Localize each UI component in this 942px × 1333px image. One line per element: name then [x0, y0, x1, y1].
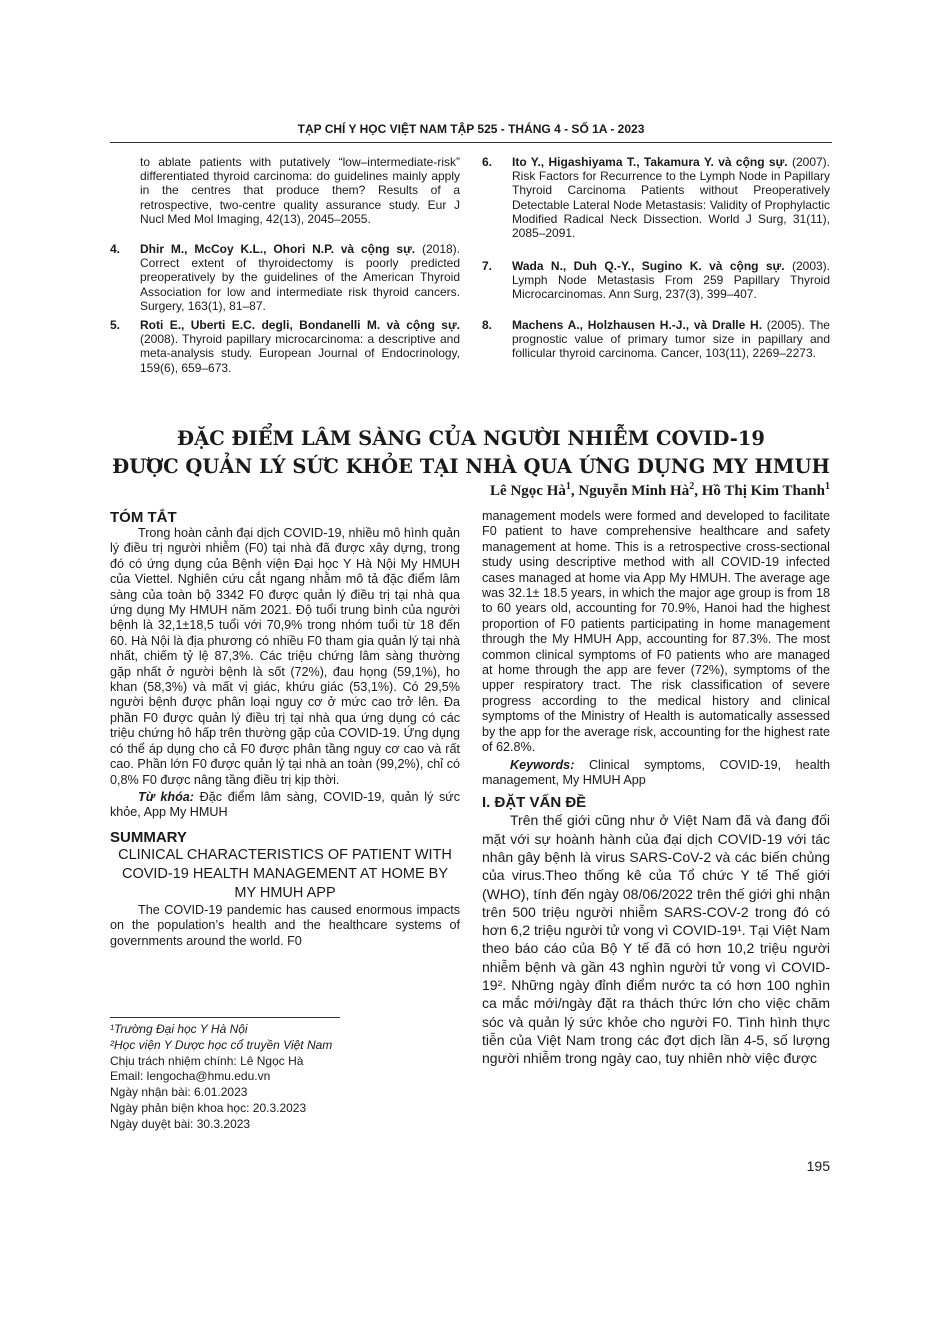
reference-6: 6. Ito Y., Higashiyama T., Takamura Y. và cộng sự. (2007). Risk Factors for Recurrence to the Lymph Node in Papillary Thyroid Carcinoma Patients without Preoperatively Detectable Lateral Node Metastasis: Validity of Prophylactic Modified Radical Neck Dissection. World J Surg, 31(11), 2085–2091.	[482, 155, 830, 241]
summary-text-start: The COVID-19 pandemic has caused enormous impacts on the population’s health and the healthcare systems of governments around the world. F0	[110, 902, 460, 948]
section-heading-intro: I. ĐẶT VẤN ĐỀ	[482, 794, 587, 812]
section-heading-tomtat: TÓM TẮT	[110, 509, 177, 526]
intro-text: Trên thế giới cũng như ở Việt Nam đã và đang đối mặt với sự hoành hành của đại dịch COVID-19 với tác nhân gây bệnh là virus SARS-CoV-2 và các biến chủng của virus.Theo thống kê của Tổ chức Y tế Thế giới (WHO), tính đến ngày 08/06/2022 trên thế giới ghi nhận trên 500 triệu người nhiễm SARS-COV-2 trong đó có hơn 6,2 triệu người tử vong vì COVID-19¹. Tại Việt Nam theo báo cáo của Bộ Y tế đã có hơn 10,2 triệu người nhiễm bệnh và gần 43 nghìn người tử vong vì COVID-19². Những ngày đỉnh điểm nước ta có hơn 100 nghìn ca mắc mới/ngày đặt ra thách thức lớn cho việc chăm sóc và quản lý sức khỏe cho người F0. Tình hình thực tiễn của Việt Nam trong các đợt dịch lần 4-5, số lượng người nhiễm trong ngày cao, tuy nhiên nhờ việc được	[482, 812, 830, 1067]
keywords-vi: Từ khóa: Đặc điểm lâm sàng, COVID-19, quản lý sức khỏe, App My HMUH	[110, 789, 461, 820]
page-number: 195	[806, 1158, 830, 1174]
footnote-divider	[110, 1017, 340, 1018]
summary-text-rest: management models were formed and developed to facilitate F0 patient to have comprehensive healthcare and safety management at home. This is a retrospective cross-sectional study using descriptive method with all COVID-19 infected cases managed at home via App My HMUH. The average age was 32.1± 18.5 years, in which the major age group is from 18 to 60 years old, accounting for 70.9%, Hanoi had the highest proportion of F0 patients participating in home management through the My HMUH App, accounting for 87.3%. The most common clinical symptoms of F0 patients who are managed at home through the app are fever (72%), symptoms of the upper respiratory tract. The risk classification of severe progress according to the medical history and clinical symptoms of the Ministry of Health is automatically assessed by the app for the average risk, accounting for the highest rate of 62.8%.	[482, 509, 830, 755]
keywords-en: Keywords: Clinical symptoms, COVID-19, health management, My HMUH App	[482, 757, 830, 787]
footnotes: ¹Trường Đại học Y Hà Nội ²Học viện Y Dược học cổ truyền Việt Nam Chịu trách nhiệm chính: Lê Ngọc Hà Email: lengocha@hmu.edu.vn Ngày nhận bài: 6.01.2023 Ngày phản biện khoa học: 20.3.2023 Ngày duyệt bài: 30.3.2023	[110, 1022, 333, 1131]
section-heading-summary: SUMMARY	[110, 828, 187, 846]
abstract-vi	[110, 509, 460, 949]
reference-4: 4. Dhir M., McCoy K.L., Ohori N.P. và cộng sự. (2018). Correct extent of thyroidectomy is poorly predicted preoperatively by the guidelines of the American Thyroid Association for low and intermediate risk thyroid cancers. Surgery, 163(1), 81–87.	[110, 242, 461, 313]
abstract-en-continued	[482, 509, 830, 1067]
reference-8: 8. Machens A., Holzhausen H.-J., và Dralle H. (2005). The prognostic value of primary tumor size in papillary and follicular thyroid carcinoma. Cancer, 103(11), 2269–2273.	[482, 318, 830, 361]
journal-header: TẠP CHÍ Y HỌC VIỆT NAM TẬP 525 - THÁNG 4 - SỐ 1A - 2023	[110, 120, 832, 143]
reference-7: 7. Wada N., Duh Q.-Y., Sugino K. và cộng sự. (2003). Lymph Node Metastasis From 259 Papillary Thyroid Microcarcinomas. Ann Surg, 237(3), 399–407.	[482, 259, 830, 302]
reference-continued: to ablate patients with putatively “low–intermediate-risk” differentiated thyroid carcinoma: do guidelines mainly apply in the centres that produce them? Results of a retrospective, two-centre quality assurance study. Eur J Nucl Med Mol Imaging, 42(13), 2045–2055.	[140, 155, 460, 226]
summary-title: CLINICAL CHARACTERISTICS OF PATIENT WITH COVID-19 HEALTH MANAGEMENT AT HOME BY MY HMUH APP	[118, 846, 452, 901]
reference-5: 5. Roti E., Uberti E.C. degli, Bondanelli M. và cộng sự. (2008). Thyroid papillary microcarcinoma: a descriptive and meta-analysis study. European Journal of Endocrinology, 159(6), 659–673.	[110, 318, 460, 375]
article-title: ĐẶC ĐIỂM LÂM SÀNG CỦA NGƯỜI NHIỄM COVID-19 ĐƯỢC QUẢN LÝ SỨC KHỎE TẠI NHÀ QUA ỨNG DỤNG MY HMUH	[112, 427, 830, 478]
author-list: Lê Ngọc $Hà^1$, Nguyễn Minh $Hà^2$, Hồ Thị Kim Thanh$^1$	[490, 481, 830, 499]
abstract-vi-text: Trong hoàn cảnh đại dịch COVID-19, nhiều mô hình quản lý điều trị người nhiễm (F0) tại nhà đã được xây dựng, trong đó có ứng dụng của Bệnh viện Đại học Y Hà Nội My HMUH của Viettel. Nghiên cứu cắt ngang nhằm mô tả đặc điểm lâm sàng của toàn bộ 3342 F0 được quản lý điều trị tại nhà qua ứng dụng My HMUH năm 2021. Độ tuổi trung bình của người bệnh là 32,1±18,5 tuổi với 70,9% trong nhóm tuổi từ 18 đến 60. Hà Nội là địa phương có nhiều F0 tham gia quản lý tại nhà nhất, chiếm tỷ lệ 87,3%. Các triệu chứng lâm sàng thường gặp nhất ở người bệnh là sốt (72%), đau họng (59,1%), ho khan (58,3%) và mất vị giác, khứu giác (53,1%). Có 29,5% người bệnh được phân loại nguy cơ ở mức cao trở lên. Đa phần F0 được quản lý điều trị tại nhà qua ứng dụng có các triệu chứng hô hấp trên thường gặp của COVID-19. Ứng dụng có thể áp dụng cho cả F0 được phân tầng nguy cơ cao và rất cao. Phần lớn F0 được quản lý tại nhà an toàn (99,2%), chỉ có 0,8% F0 được nâng tầng điều trị kịp thời.	[110, 526, 460, 787]
